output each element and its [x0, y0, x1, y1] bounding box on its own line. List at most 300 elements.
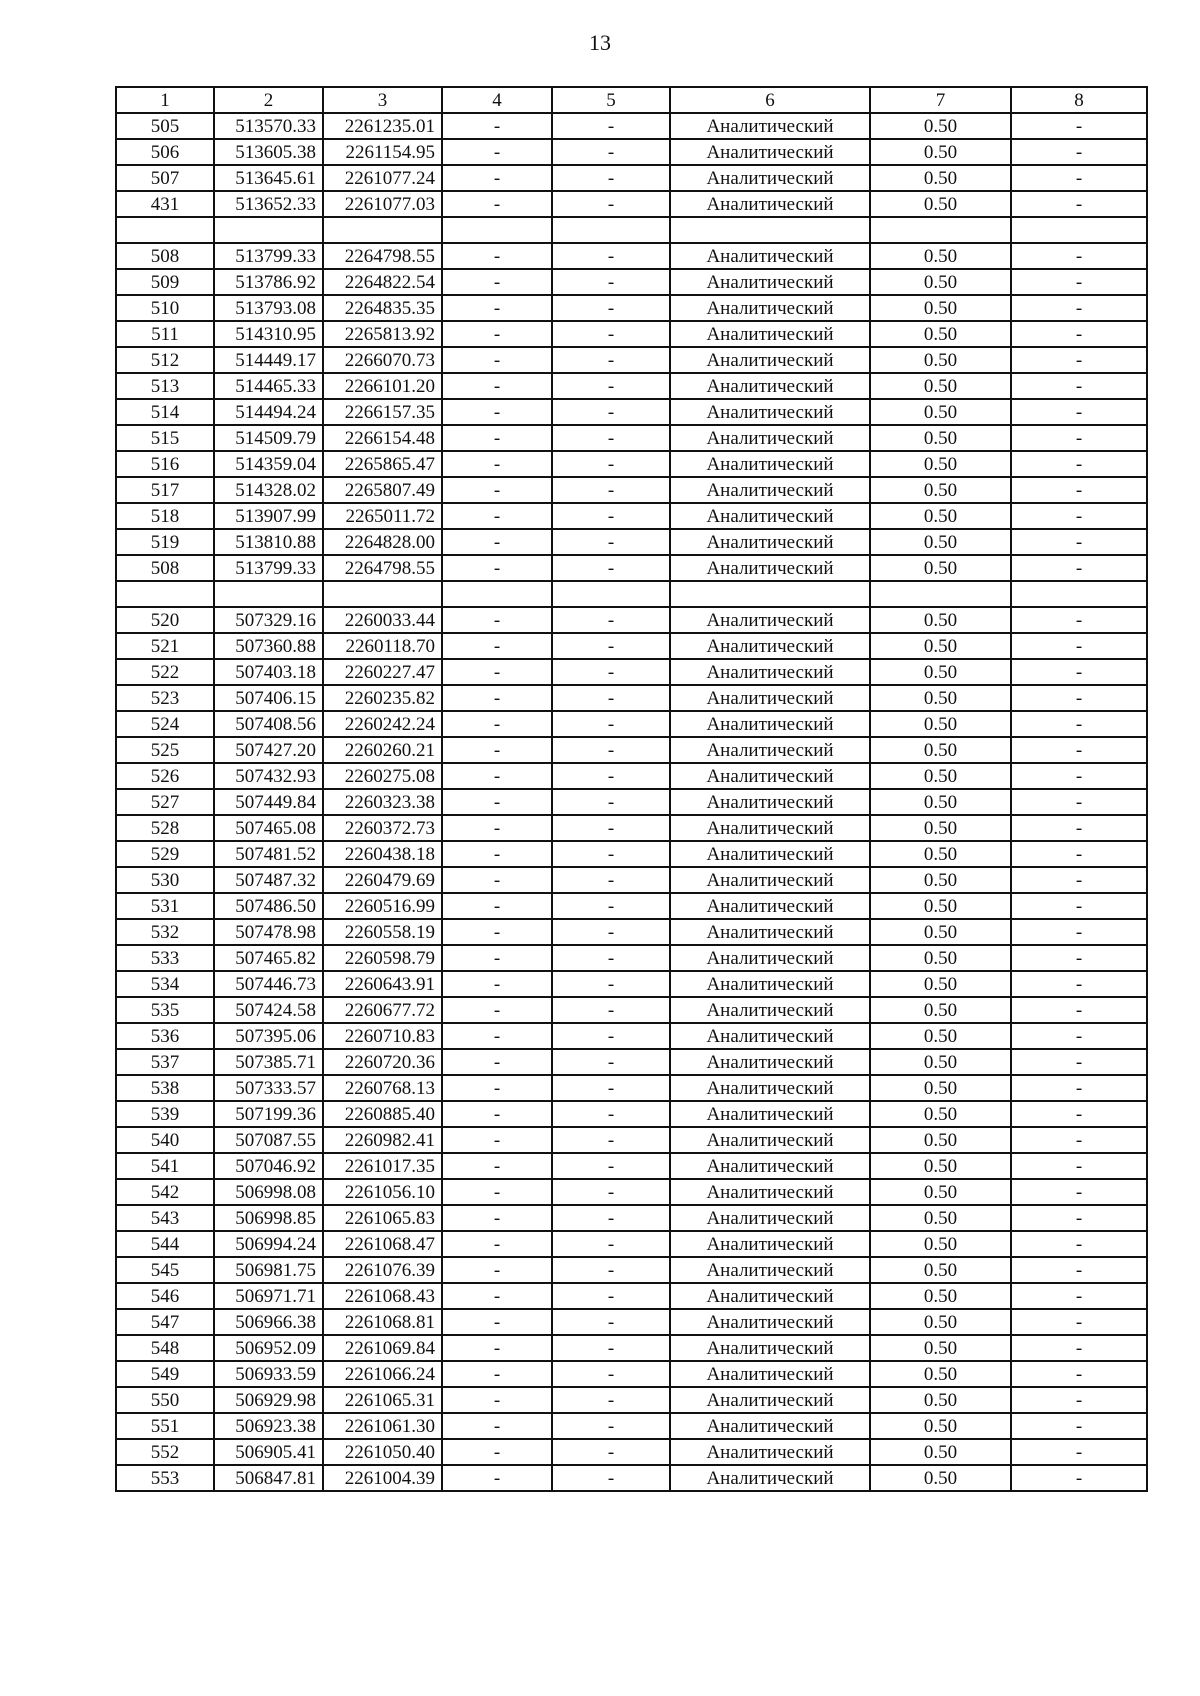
method-cell: Аналитический — [670, 737, 870, 763]
col8-cell: - — [1011, 165, 1147, 191]
y-coordinate-cell: 2261004.39 — [323, 1465, 442, 1491]
accuracy-cell: 0.50 — [870, 555, 1011, 581]
x-coordinate-cell: 507046.92 — [214, 1153, 323, 1179]
point-number-cell: 521 — [116, 633, 214, 659]
table-row — [116, 529, 1147, 555]
x-coordinate-cell: 506966.38 — [214, 1309, 323, 1335]
method-cell: Аналитический — [670, 1283, 870, 1309]
col5-cell: - — [552, 945, 670, 971]
y-coordinate-cell: 2261065.83 — [323, 1205, 442, 1231]
point-number-cell: 515 — [116, 425, 214, 451]
table-body — [116, 113, 1147, 1491]
col4-cell: - — [442, 841, 552, 867]
y-coordinate-cell: 2260372.73 — [323, 815, 442, 841]
x-coordinate-cell: 507465.82 — [214, 945, 323, 971]
method-cell: Аналитический — [670, 1101, 870, 1127]
col8-cell: - — [1011, 1231, 1147, 1257]
accuracy-cell: 0.50 — [870, 1231, 1011, 1257]
accuracy-cell: 0.50 — [870, 893, 1011, 919]
method-cell: Аналитический — [670, 685, 870, 711]
column-header-4: 4 — [442, 87, 552, 113]
point-number-cell: 508 — [116, 243, 214, 269]
point-number-cell: 523 — [116, 685, 214, 711]
x-coordinate-cell: 507395.06 — [214, 1023, 323, 1049]
y-coordinate-cell: 2261077.24 — [323, 165, 442, 191]
col8-cell: - — [1011, 477, 1147, 503]
col8-cell: - — [1011, 295, 1147, 321]
col8-cell: - — [1011, 1361, 1147, 1387]
y-coordinate-cell: 2264798.55 — [323, 555, 442, 581]
y-coordinate-cell: 2261077.03 — [323, 191, 442, 217]
point-number-cell: 550 — [116, 1387, 214, 1413]
col5-cell: - — [552, 1283, 670, 1309]
table-row — [116, 451, 1147, 477]
method-cell: Аналитический — [670, 919, 870, 945]
method-cell: Аналитический — [670, 191, 870, 217]
table-row — [116, 477, 1147, 503]
col5-cell: - — [552, 1075, 670, 1101]
col4-cell: - — [442, 685, 552, 711]
y-coordinate-cell — [323, 581, 442, 607]
point-number-cell: 539 — [116, 1101, 214, 1127]
method-cell: Аналитический — [670, 503, 870, 529]
point-number-cell: 546 — [116, 1283, 214, 1309]
accuracy-cell: 0.50 — [870, 1387, 1011, 1413]
accuracy-cell: 0.50 — [870, 295, 1011, 321]
method-cell: Аналитический — [670, 1257, 870, 1283]
method-cell: Аналитический — [670, 971, 870, 997]
accuracy-cell: 0.50 — [870, 1465, 1011, 1491]
x-coordinate-cell: 506971.71 — [214, 1283, 323, 1309]
col8-cell: - — [1011, 1075, 1147, 1101]
x-coordinate-cell: 506929.98 — [214, 1387, 323, 1413]
y-coordinate-cell: 2260438.18 — [323, 841, 442, 867]
x-coordinate-cell: 506933.59 — [214, 1361, 323, 1387]
col5-cell: - — [552, 737, 670, 763]
col5-cell: - — [552, 997, 670, 1023]
col5-cell: - — [552, 685, 670, 711]
method-cell: Аналитический — [670, 1023, 870, 1049]
col5-cell: - — [552, 243, 670, 269]
col8-cell: - — [1011, 347, 1147, 373]
point-number-cell: 532 — [116, 919, 214, 945]
col4-cell: - — [442, 1049, 552, 1075]
col5-cell: - — [552, 815, 670, 841]
method-cell: Аналитический — [670, 1413, 870, 1439]
col8-cell: - — [1011, 321, 1147, 347]
y-coordinate-cell: 2264835.35 — [323, 295, 442, 321]
x-coordinate-cell: 507481.52 — [214, 841, 323, 867]
col5-cell: - — [552, 1127, 670, 1153]
table-row — [116, 1075, 1147, 1101]
col5-cell: - — [552, 1465, 670, 1491]
y-coordinate-cell: 2260558.19 — [323, 919, 442, 945]
x-coordinate-cell: 514494.24 — [214, 399, 323, 425]
method-cell: Аналитический — [670, 1465, 870, 1491]
method-cell: Аналитический — [670, 321, 870, 347]
table-row — [116, 997, 1147, 1023]
method-cell: Аналитический — [670, 1387, 870, 1413]
col4-cell: - — [442, 1335, 552, 1361]
col4-cell: - — [442, 295, 552, 321]
col8-cell: - — [1011, 373, 1147, 399]
y-coordinate-cell: 2266154.48 — [323, 425, 442, 451]
method-cell: Аналитический — [670, 477, 870, 503]
accuracy-cell: 0.50 — [870, 243, 1011, 269]
x-coordinate-cell: 507449.84 — [214, 789, 323, 815]
table-row — [116, 919, 1147, 945]
x-coordinate-cell — [214, 217, 323, 243]
col8-cell: - — [1011, 893, 1147, 919]
method-cell: Аналитический — [670, 659, 870, 685]
method-cell: Аналитический — [670, 139, 870, 165]
method-cell: Аналитический — [670, 295, 870, 321]
method-cell: Аналитический — [670, 165, 870, 191]
point-number-cell: 528 — [116, 815, 214, 841]
accuracy-cell: 0.50 — [870, 659, 1011, 685]
point-number-cell: 513 — [116, 373, 214, 399]
col8-cell: - — [1011, 1179, 1147, 1205]
accuracy-cell: 0.50 — [870, 529, 1011, 555]
point-number-cell: 507 — [116, 165, 214, 191]
col8-cell: - — [1011, 607, 1147, 633]
y-coordinate-cell: 2260710.83 — [323, 1023, 442, 1049]
col8-cell: - — [1011, 139, 1147, 165]
accuracy-cell: 0.50 — [870, 1179, 1011, 1205]
point-number-cell: 552 — [116, 1439, 214, 1465]
col8-cell: - — [1011, 399, 1147, 425]
table-row — [116, 191, 1147, 217]
table-row — [116, 1283, 1147, 1309]
col8-cell: - — [1011, 113, 1147, 139]
table-separator-row — [116, 217, 1147, 243]
column-header-5: 5 — [552, 87, 670, 113]
y-coordinate-cell: 2264798.55 — [323, 243, 442, 269]
y-coordinate-cell: 2261066.24 — [323, 1361, 442, 1387]
point-number-cell: 525 — [116, 737, 214, 763]
accuracy-cell: 0.50 — [870, 1283, 1011, 1309]
method-cell: Аналитический — [670, 269, 870, 295]
method-cell: Аналитический — [670, 607, 870, 633]
y-coordinate-cell: 2266157.35 — [323, 399, 442, 425]
col5-cell: - — [552, 347, 670, 373]
col5-cell: - — [552, 191, 670, 217]
accuracy-cell: 0.50 — [870, 165, 1011, 191]
col4-cell: - — [442, 113, 552, 139]
x-coordinate-cell: 507329.16 — [214, 607, 323, 633]
method-cell: Аналитический — [670, 347, 870, 373]
accuracy-cell: 0.50 — [870, 1101, 1011, 1127]
col8-cell: - — [1011, 1387, 1147, 1413]
col8-cell: - — [1011, 1439, 1147, 1465]
point-number-cell: 512 — [116, 347, 214, 373]
y-coordinate-cell: 2261050.40 — [323, 1439, 442, 1465]
x-coordinate-cell: 506905.41 — [214, 1439, 323, 1465]
y-coordinate-cell: 2260516.99 — [323, 893, 442, 919]
col5-cell: - — [552, 919, 670, 945]
col8-cell: - — [1011, 763, 1147, 789]
col5-cell: - — [552, 711, 670, 737]
accuracy-cell: 0.50 — [870, 763, 1011, 789]
x-coordinate-cell: 507406.15 — [214, 685, 323, 711]
col4-cell: - — [442, 1283, 552, 1309]
col5-cell: - — [552, 1231, 670, 1257]
table-row — [116, 1335, 1147, 1361]
x-coordinate-cell: 506923.38 — [214, 1413, 323, 1439]
table-row — [116, 425, 1147, 451]
col4-cell: - — [442, 1257, 552, 1283]
col5-cell: - — [552, 841, 670, 867]
table-row — [116, 711, 1147, 737]
point-number-cell — [116, 217, 214, 243]
y-coordinate-cell: 2260885.40 — [323, 1101, 442, 1127]
x-coordinate-cell: 507478.98 — [214, 919, 323, 945]
col4-cell: - — [442, 789, 552, 815]
point-number-cell: 527 — [116, 789, 214, 815]
col5-cell: - — [552, 425, 670, 451]
col8-cell: - — [1011, 919, 1147, 945]
point-number-cell: 542 — [116, 1179, 214, 1205]
col8-cell: - — [1011, 529, 1147, 555]
method-cell: Аналитический — [670, 997, 870, 1023]
x-coordinate-cell: 513793.08 — [214, 295, 323, 321]
table-row — [116, 1231, 1147, 1257]
x-coordinate-cell: 513907.99 — [214, 503, 323, 529]
y-coordinate-cell: 2260982.41 — [323, 1127, 442, 1153]
point-number-cell: 529 — [116, 841, 214, 867]
accuracy-cell — [870, 217, 1011, 243]
method-cell: Аналитический — [670, 1361, 870, 1387]
table-row — [116, 685, 1147, 711]
point-number-cell: 516 — [116, 451, 214, 477]
col5-cell: - — [552, 1101, 670, 1127]
accuracy-cell: 0.50 — [870, 711, 1011, 737]
col8-cell: - — [1011, 1101, 1147, 1127]
col8-cell: - — [1011, 1309, 1147, 1335]
method-cell: Аналитический — [670, 1075, 870, 1101]
col4-cell: - — [442, 165, 552, 191]
y-coordinate-cell: 2265813.92 — [323, 321, 442, 347]
col5-cell: - — [552, 451, 670, 477]
point-number-cell: 531 — [116, 893, 214, 919]
table-row — [116, 243, 1147, 269]
col5-cell: - — [552, 529, 670, 555]
accuracy-cell: 0.50 — [870, 321, 1011, 347]
x-coordinate-cell: 507385.71 — [214, 1049, 323, 1075]
point-number-cell: 537 — [116, 1049, 214, 1075]
y-coordinate-cell: 2261056.10 — [323, 1179, 442, 1205]
col8-cell: - — [1011, 269, 1147, 295]
y-coordinate-cell: 2260118.70 — [323, 633, 442, 659]
col8-cell: - — [1011, 1153, 1147, 1179]
x-coordinate-cell: 507465.08 — [214, 815, 323, 841]
column-header-7: 7 — [870, 87, 1011, 113]
accuracy-cell: 0.50 — [870, 347, 1011, 373]
x-coordinate-cell: 514449.17 — [214, 347, 323, 373]
col5-cell: - — [552, 113, 670, 139]
col8-cell: - — [1011, 1465, 1147, 1491]
col5-cell: - — [552, 1153, 670, 1179]
point-number-cell: 553 — [116, 1465, 214, 1491]
col4-cell — [442, 581, 552, 607]
point-number-cell: 514 — [116, 399, 214, 425]
coordinates-table — [115, 86, 1148, 1492]
accuracy-cell: 0.50 — [870, 1309, 1011, 1335]
x-coordinate-cell: 507403.18 — [214, 659, 323, 685]
y-coordinate-cell: 2266070.73 — [323, 347, 442, 373]
point-number-cell: 547 — [116, 1309, 214, 1335]
method-cell: Аналитический — [670, 1335, 870, 1361]
x-coordinate-cell: 507087.55 — [214, 1127, 323, 1153]
col5-cell: - — [552, 1049, 670, 1075]
accuracy-cell: 0.50 — [870, 607, 1011, 633]
col8-cell: - — [1011, 1023, 1147, 1049]
col4-cell: - — [442, 529, 552, 555]
table-row — [116, 113, 1147, 139]
col8-cell: - — [1011, 243, 1147, 269]
col4-cell: - — [442, 243, 552, 269]
method-cell: Аналитический — [670, 243, 870, 269]
x-coordinate-cell: 514310.95 — [214, 321, 323, 347]
table-header-row — [116, 87, 1147, 113]
method-cell: Аналитический — [670, 633, 870, 659]
point-number-cell: 551 — [116, 1413, 214, 1439]
x-coordinate-cell: 506998.85 — [214, 1205, 323, 1231]
y-coordinate-cell: 2261068.81 — [323, 1309, 442, 1335]
col8-cell: - — [1011, 1413, 1147, 1439]
point-number-cell: 549 — [116, 1361, 214, 1387]
method-cell: Аналитический — [670, 1231, 870, 1257]
accuracy-cell — [870, 581, 1011, 607]
col4-cell: - — [442, 139, 552, 165]
x-coordinate-cell: 513652.33 — [214, 191, 323, 217]
accuracy-cell: 0.50 — [870, 503, 1011, 529]
accuracy-cell: 0.50 — [870, 113, 1011, 139]
y-coordinate-cell: 2260275.08 — [323, 763, 442, 789]
col4-cell: - — [442, 1101, 552, 1127]
col5-cell: - — [552, 139, 670, 165]
y-coordinate-cell: 2260227.47 — [323, 659, 442, 685]
col4-cell: - — [442, 1127, 552, 1153]
accuracy-cell: 0.50 — [870, 269, 1011, 295]
method-cell: Аналитический — [670, 815, 870, 841]
col4-cell: - — [442, 1179, 552, 1205]
point-number-cell: 535 — [116, 997, 214, 1023]
method-cell: Аналитический — [670, 1153, 870, 1179]
col5-cell: - — [552, 1309, 670, 1335]
y-coordinate-cell: 2265807.49 — [323, 477, 442, 503]
point-number-cell: 533 — [116, 945, 214, 971]
accuracy-cell: 0.50 — [870, 1439, 1011, 1465]
accuracy-cell: 0.50 — [870, 139, 1011, 165]
col4-cell: - — [442, 659, 552, 685]
x-coordinate-cell: 514465.33 — [214, 373, 323, 399]
col5-cell: - — [552, 763, 670, 789]
col8-cell — [1011, 581, 1147, 607]
table-row — [116, 399, 1147, 425]
col4-cell: - — [442, 711, 552, 737]
point-number-cell: 544 — [116, 1231, 214, 1257]
point-number-cell: 522 — [116, 659, 214, 685]
table-row — [116, 165, 1147, 191]
x-coordinate-cell: 507199.36 — [214, 1101, 323, 1127]
col5-cell: - — [552, 789, 670, 815]
point-number-cell: 524 — [116, 711, 214, 737]
table-row — [116, 1179, 1147, 1205]
x-coordinate-cell: 507360.88 — [214, 633, 323, 659]
y-coordinate-cell: 2261061.30 — [323, 1413, 442, 1439]
table-row — [116, 1309, 1147, 1335]
y-coordinate-cell: 2261069.84 — [323, 1335, 442, 1361]
x-coordinate-cell: 507446.73 — [214, 971, 323, 997]
col4-cell: - — [442, 867, 552, 893]
point-number-cell: 520 — [116, 607, 214, 633]
column-header-3: 3 — [323, 87, 442, 113]
point-number-cell: 517 — [116, 477, 214, 503]
accuracy-cell: 0.50 — [870, 1127, 1011, 1153]
point-number-cell: 511 — [116, 321, 214, 347]
col4-cell: - — [442, 1153, 552, 1179]
x-coordinate-cell: 506994.24 — [214, 1231, 323, 1257]
col4-cell: - — [442, 503, 552, 529]
col5-cell: - — [552, 633, 670, 659]
col4-cell: - — [442, 1205, 552, 1231]
col5-cell: - — [552, 893, 670, 919]
col8-cell: - — [1011, 867, 1147, 893]
method-cell: Аналитический — [670, 1127, 870, 1153]
col4-cell: - — [442, 997, 552, 1023]
method-cell: Аналитический — [670, 425, 870, 451]
point-number-cell: 543 — [116, 1205, 214, 1231]
table-row — [116, 1465, 1147, 1491]
col4-cell: - — [442, 425, 552, 451]
method-cell: Аналитический — [670, 1309, 870, 1335]
x-coordinate-cell: 513786.92 — [214, 269, 323, 295]
accuracy-cell: 0.50 — [870, 477, 1011, 503]
accuracy-cell: 0.50 — [870, 841, 1011, 867]
y-coordinate-cell: 2260235.82 — [323, 685, 442, 711]
col5-cell: - — [552, 1257, 670, 1283]
method-cell: Аналитический — [670, 1179, 870, 1205]
col4-cell: - — [442, 451, 552, 477]
y-coordinate-cell: 2261068.47 — [323, 1231, 442, 1257]
col5-cell: - — [552, 607, 670, 633]
col8-cell: - — [1011, 711, 1147, 737]
table-row — [116, 1023, 1147, 1049]
col4-cell: - — [442, 607, 552, 633]
table-row — [116, 1413, 1147, 1439]
col4-cell: - — [442, 269, 552, 295]
point-number-cell: 431 — [116, 191, 214, 217]
x-coordinate-cell: 506998.08 — [214, 1179, 323, 1205]
accuracy-cell: 0.50 — [870, 451, 1011, 477]
table-row — [116, 789, 1147, 815]
y-coordinate-cell: 2260479.69 — [323, 867, 442, 893]
col4-cell: - — [442, 1465, 552, 1491]
col5-cell: - — [552, 1413, 670, 1439]
col5-cell: - — [552, 1335, 670, 1361]
accuracy-cell: 0.50 — [870, 1335, 1011, 1361]
col5-cell: - — [552, 165, 670, 191]
x-coordinate-cell: 513645.61 — [214, 165, 323, 191]
x-coordinate-cell: 506952.09 — [214, 1335, 323, 1361]
y-coordinate-cell: 2261017.35 — [323, 1153, 442, 1179]
col4-cell: - — [442, 191, 552, 217]
method-cell — [670, 217, 870, 243]
y-coordinate-cell: 2260598.79 — [323, 945, 442, 971]
col8-cell: - — [1011, 503, 1147, 529]
method-cell: Аналитический — [670, 1049, 870, 1075]
